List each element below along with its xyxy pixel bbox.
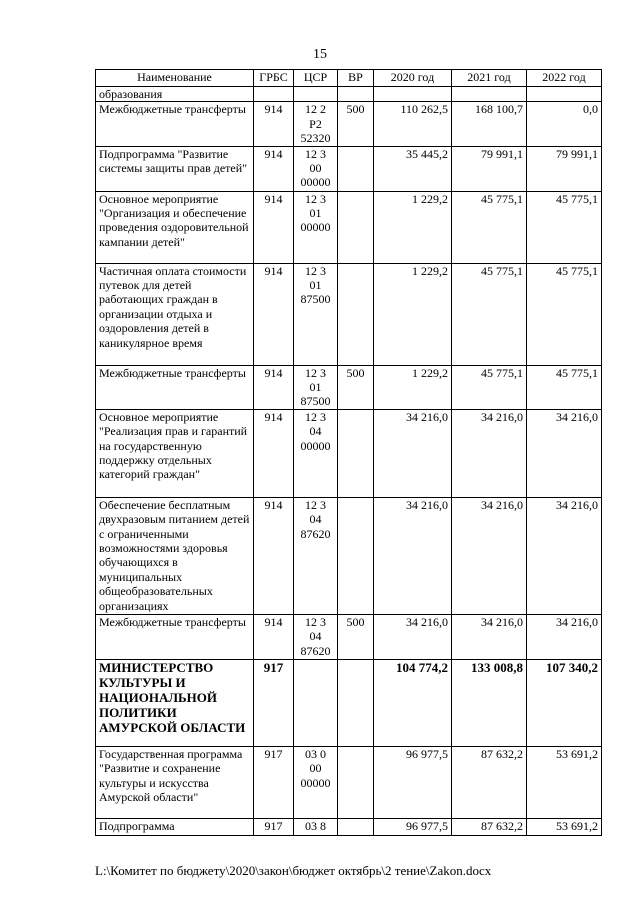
row-vr-cell xyxy=(338,409,374,497)
row-2020-cell: 1 229,2 xyxy=(374,365,452,409)
table-row xyxy=(96,191,602,263)
row-grbs-cell: 914 xyxy=(254,614,294,659)
row-csr-cell: 12 3 01 87500 xyxy=(294,365,338,409)
row-csr-cell: 12 3 04 00000 xyxy=(294,409,338,497)
row-grbs-cell: 914 xyxy=(254,263,294,365)
row-name-cell: Межбюджетные трансферты xyxy=(96,614,254,659)
row-name-cell: образования xyxy=(96,87,254,102)
table-row xyxy=(96,497,602,614)
table-header-row xyxy=(96,70,602,87)
row-2020-cell: 1 229,2 xyxy=(374,263,452,365)
row-2021-cell: 133 008,8 xyxy=(452,659,527,746)
row-2022-cell: 45 775,1 xyxy=(527,263,602,365)
row-grbs-cell: 914 xyxy=(254,497,294,614)
row-2021-cell: 34 216,0 xyxy=(452,497,527,614)
row-2020-cell xyxy=(374,87,452,102)
row-vr-cell: 500 xyxy=(338,102,374,146)
row-grbs-cell: 914 xyxy=(254,191,294,263)
row-vr-cell: 500 xyxy=(338,365,374,409)
row-name-cell: Межбюджетные трансферты xyxy=(96,102,254,146)
row-csr-cell: 12 3 01 87500 xyxy=(294,263,338,365)
row-2020-cell: 1 229,2 xyxy=(374,191,452,263)
table-row xyxy=(96,87,602,102)
row-2021-cell: 79 991,1 xyxy=(452,146,527,191)
row-grbs-cell: 914 xyxy=(254,102,294,146)
row-csr-cell: 12 3 00 00000 xyxy=(294,146,338,191)
row-2020-cell: 110 262,5 xyxy=(374,102,452,146)
row-2022-cell: 107 340,2 xyxy=(527,659,602,746)
row-vr-cell xyxy=(338,87,374,102)
row-csr-cell: 12 3 04 87620 xyxy=(294,614,338,659)
row-csr-cell xyxy=(294,87,338,102)
table-row xyxy=(96,818,602,835)
footer-file-path: L:\Комитет по бюджету\2020\закон\бюджет октябрь\2 тение\Zakon.docx xyxy=(95,863,492,878)
row-vr-cell xyxy=(338,263,374,365)
row-vr-cell xyxy=(338,191,374,263)
header-vr: ВР xyxy=(338,70,374,87)
row-2021-cell: 168 100,7 xyxy=(452,102,527,146)
row-vr-cell xyxy=(338,818,374,835)
header-2020: 2020 год xyxy=(374,70,452,87)
row-2022-cell xyxy=(527,87,602,102)
row-name-cell: Основное мероприятие "Организация и обеспечение проведения оздоровительной кампании детей" xyxy=(96,191,254,263)
header-csr: ЦСР xyxy=(294,70,338,87)
row-name-cell: Обеспечение бесплатным двухразовым питанием детей с ограниченными возможностями здоровья обучающихся в муниципальных общеобразовательных организациях xyxy=(96,497,254,614)
row-name-cell: Частичная оплата стоимости путевок для детей работающих граждан в организации отдыха и оздоровления детей в каникулярное время xyxy=(96,263,254,365)
row-grbs-cell xyxy=(254,87,294,102)
row-name-cell: Подпрограмма xyxy=(96,818,254,835)
row-vr-cell xyxy=(338,659,374,746)
header-name: Наименование xyxy=(96,70,254,87)
row-grbs-cell: 914 xyxy=(254,146,294,191)
row-2022-cell: 34 216,0 xyxy=(527,497,602,614)
row-2022-cell: 0,0 xyxy=(527,102,602,146)
table-row xyxy=(96,746,602,818)
table-row xyxy=(96,659,602,746)
row-vr-cell xyxy=(338,746,374,818)
row-2022-cell: 34 216,0 xyxy=(527,614,602,659)
row-csr-cell: 12 3 01 00000 xyxy=(294,191,338,263)
row-name-cell: Подпрограмма "Развитие системы защиты прав детей" xyxy=(96,146,254,191)
row-2020-cell: 34 216,0 xyxy=(374,497,452,614)
page-number: 15 xyxy=(313,47,327,62)
table-body xyxy=(96,87,602,836)
row-2021-cell: 45 775,1 xyxy=(452,191,527,263)
row-vr-cell xyxy=(338,497,374,614)
row-grbs-cell: 917 xyxy=(254,818,294,835)
row-2022-cell: 53 691,2 xyxy=(527,818,602,835)
row-2021-cell: 45 775,1 xyxy=(452,365,527,409)
row-csr-cell: 03 0 00 00000 xyxy=(294,746,338,818)
table-row xyxy=(96,263,602,365)
row-2020-cell: 96 977,5 xyxy=(374,746,452,818)
table-row xyxy=(96,146,602,191)
table-row xyxy=(96,409,602,497)
header-2021: 2021 год xyxy=(452,70,527,87)
row-2020-cell: 35 445,2 xyxy=(374,146,452,191)
row-name-cell: Государственная программа "Развитие и сохранение культуры и искусства Амурской области" xyxy=(96,746,254,818)
row-name-cell: Основное мероприятие "Реализация прав и гарантий на государственную поддержку отдельных категорий граждан" xyxy=(96,409,254,497)
table-row xyxy=(96,102,602,146)
row-vr-cell: 500 xyxy=(338,614,374,659)
row-2022-cell: 45 775,1 xyxy=(527,365,602,409)
row-csr-cell: 12 3 04 87620 xyxy=(294,497,338,614)
table-row xyxy=(96,614,602,659)
row-2021-cell xyxy=(452,87,527,102)
header-grbs: ГРБС xyxy=(254,70,294,87)
header-2022: 2022 год xyxy=(527,70,602,87)
row-2020-cell: 104 774,2 xyxy=(374,659,452,746)
row-name-cell: Межбюджетные трансферты xyxy=(96,365,254,409)
row-2021-cell: 45 775,1 xyxy=(452,263,527,365)
row-vr-cell xyxy=(338,146,374,191)
row-csr-cell: 03 8 xyxy=(294,818,338,835)
row-2021-cell: 87 632,2 xyxy=(452,818,527,835)
row-grbs-cell: 917 xyxy=(254,659,294,746)
row-2020-cell: 34 216,0 xyxy=(374,409,452,497)
row-2020-cell: 34 216,0 xyxy=(374,614,452,659)
table-row xyxy=(96,365,602,409)
row-grbs-cell: 914 xyxy=(254,365,294,409)
row-2022-cell: 34 216,0 xyxy=(527,409,602,497)
budget-table xyxy=(95,69,602,836)
row-2021-cell: 34 216,0 xyxy=(452,409,527,497)
row-2021-cell: 34 216,0 xyxy=(452,614,527,659)
row-grbs-cell: 914 xyxy=(254,409,294,497)
row-grbs-cell: 917 xyxy=(254,746,294,818)
row-csr-cell: 12 2 P2 52320 xyxy=(294,102,338,146)
row-2022-cell: 53 691,2 xyxy=(527,746,602,818)
row-2020-cell: 96 977,5 xyxy=(374,818,452,835)
row-name-cell: МИНИСТЕРСТВО КУЛЬТУРЫ И НАЦИОНАЛЬНОЙ ПОЛИТИКИ АМУРСКОЙ ОБЛАСТИ xyxy=(96,659,254,746)
row-2022-cell: 45 775,1 xyxy=(527,191,602,263)
row-2022-cell: 79 991,1 xyxy=(527,146,602,191)
row-csr-cell xyxy=(294,659,338,746)
row-2021-cell: 87 632,2 xyxy=(452,746,527,818)
